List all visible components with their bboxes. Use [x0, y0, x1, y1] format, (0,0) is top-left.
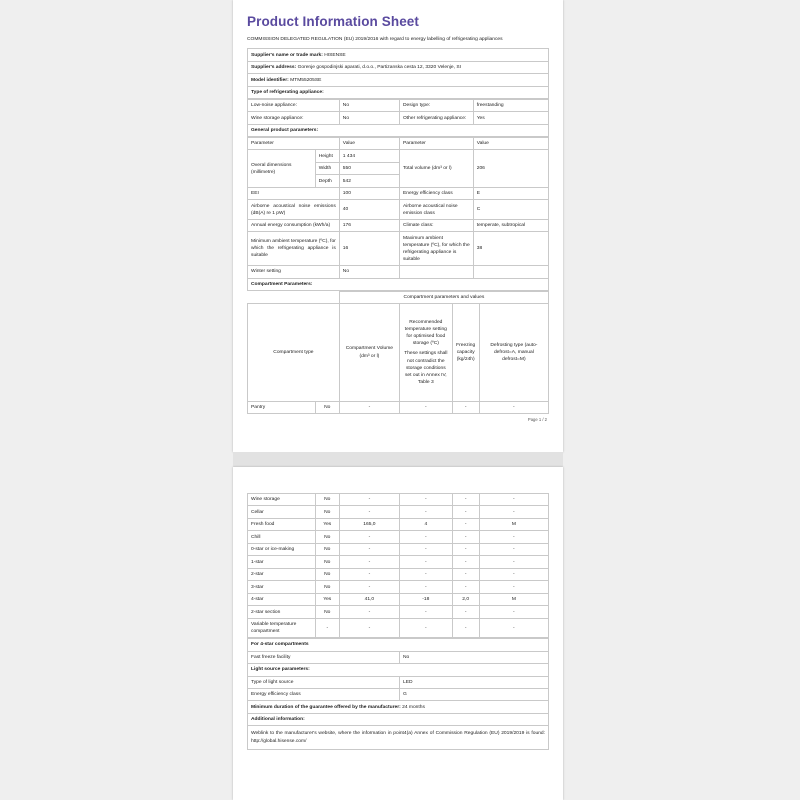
- col-header-compartment-volume: Compartment Volume (dm³ or l): [339, 304, 399, 401]
- compartment-row-temp: -: [399, 556, 452, 568]
- winter-setting-blank-1: [399, 266, 473, 278]
- compartment-row-present: Yes: [315, 593, 339, 605]
- eei-label: EEI: [248, 187, 340, 199]
- design-type-label: Design type:: [399, 99, 473, 111]
- compartment-row-defrost: M: [479, 593, 548, 605]
- col-header-defrosting-type: Defrosting type (auto-defrost=A, manual defrost=M): [479, 304, 548, 401]
- depth-label: Depth: [315, 175, 339, 187]
- compartment-row-volume: -: [339, 401, 399, 413]
- table-row: [248, 581, 549, 593]
- compartment-row-freezing: -: [452, 494, 479, 506]
- compartment-row-temp: -: [399, 506, 452, 518]
- table-row: [248, 291, 549, 303]
- guarantee-label: Minimum duration of the guarantee offered by the manufacturer:: [251, 704, 401, 710]
- table-row: [248, 74, 549, 86]
- supplier-name-label: Supplier's name or trade mark:: [251, 52, 323, 58]
- compartment-row-defrost: -: [479, 531, 548, 543]
- col-header-compartment-type: Compartment type: [248, 304, 340, 401]
- compartment-group-header: Compartment parameters and values: [339, 291, 548, 303]
- compartment-row-name: Fresh food: [248, 518, 316, 530]
- appliance-type-heading: Type of refrigerating appliance:: [248, 86, 549, 98]
- compartment-row-name: 0-star or ice-making: [248, 543, 316, 555]
- max-ambient-temp-label: Maximum ambient temperature (ºC), for which the refrigerating appliance is suitable: [399, 232, 473, 266]
- supplier-address-label: Supplier's address:: [251, 65, 297, 71]
- compartment-row-freezing: -: [452, 606, 479, 618]
- document-page-2: [233, 467, 563, 800]
- compartment-row-volume: -: [339, 494, 399, 506]
- compartment-row-volume: -: [339, 581, 399, 593]
- compartment-row-temp: -: [399, 568, 452, 580]
- overall-dimensions-label: Overal dimensions (millimetre): [248, 150, 316, 187]
- noise-emissions-value: 40: [339, 200, 399, 220]
- col-header-value: Value: [339, 137, 399, 149]
- col-header-freezing-capacity: Freezing capacity (kg/24h): [452, 304, 479, 401]
- compartment-row-temp: -: [399, 531, 452, 543]
- model-identifier-value: MTM55205SE: [290, 77, 322, 83]
- weblink-url[interactable]: http://global.hisense.com/: [251, 738, 307, 744]
- compartment-row-freezing: -: [452, 543, 479, 555]
- table-row: [248, 518, 549, 530]
- light-source-class-value: G: [400, 688, 549, 700]
- low-noise-value: No: [339, 99, 399, 111]
- col-header-value-2: Value: [473, 137, 548, 149]
- compartment-row-freezing: -: [452, 401, 479, 413]
- compartment-row-freezing: -: [452, 531, 479, 543]
- col-header-parameter: Parameter: [248, 137, 340, 149]
- compartment-row-name: Chill: [248, 531, 316, 543]
- col-header-parameter-2: Parameter: [399, 137, 473, 149]
- compartment-row-defrost: -: [479, 556, 548, 568]
- table-row: [248, 124, 549, 136]
- table-row: [248, 494, 549, 506]
- compartment-row-present: No: [315, 401, 339, 413]
- compartment-row-freezing: -: [452, 518, 479, 530]
- table-row: [248, 556, 549, 568]
- max-ambient-temp-value: 38: [473, 232, 548, 266]
- compartment-row-defrost: M: [479, 518, 548, 530]
- energy-efficiency-class-value: E: [473, 187, 548, 199]
- four-star-table: [247, 638, 549, 750]
- table-row: [248, 49, 549, 61]
- compartment-row-name: Cellar: [248, 506, 316, 518]
- table-row: [248, 593, 549, 605]
- table-row: [248, 187, 549, 199]
- compartment-row-present: No: [315, 494, 339, 506]
- table-row: [248, 531, 549, 543]
- fast-freeze-label: Fast freeze facility: [248, 651, 400, 663]
- wine-storage-appliance-label: Wine storage appliance:: [248, 112, 340, 124]
- table-row: [248, 278, 549, 290]
- compartment-row-present: No: [315, 568, 339, 580]
- page-separator-band: [233, 452, 563, 467]
- compartment-row-freezing: 2,0: [452, 593, 479, 605]
- width-value: 550: [339, 162, 399, 174]
- compartment-row-volume: 41,0: [339, 593, 399, 605]
- page-number-footer: Page 1 / 2: [527, 417, 547, 423]
- noise-emission-class-value: C: [473, 200, 548, 220]
- compartment-row-present: No: [315, 581, 339, 593]
- compartment-row-defrost: -: [479, 506, 548, 518]
- compartment-row-volume: -: [339, 543, 399, 555]
- other-refrigerating-label: Other refrigerating appliance:: [399, 112, 473, 124]
- light-source-type-value: LED: [400, 676, 549, 688]
- document-page-1: [233, 0, 563, 452]
- compartment-row-present: No: [315, 506, 339, 518]
- compartment-row-name: Pantry: [248, 401, 316, 413]
- table-row: [248, 543, 549, 555]
- noise-emissions-label: Airborne acoustical noise emissions (dB(A) re 1 pW): [248, 200, 340, 220]
- compartment-row-present: No: [315, 531, 339, 543]
- compartment-row-freezing: -: [452, 581, 479, 593]
- table-row: [248, 266, 549, 278]
- table-row: [248, 86, 549, 98]
- compartment-row-name: 4-star: [248, 593, 316, 605]
- guarantee-value: 24 months: [402, 704, 425, 710]
- compartment-row-defrost: -: [479, 618, 548, 638]
- model-identifier-label: Model identifier:: [251, 77, 289, 83]
- table-row: [248, 99, 549, 111]
- table-row: [248, 606, 549, 618]
- compartment-row-name: Wine storage: [248, 494, 316, 506]
- table-row: [248, 506, 549, 518]
- general-parameters-table: [247, 137, 549, 291]
- table-row: [248, 232, 549, 266]
- recommended-temp-part-2: These settings shall not contradict the storage conditions set out in Annex IV, Table 3: [404, 351, 448, 385]
- supplier-address-cell: [248, 61, 549, 73]
- compartment-header-blank: [248, 291, 340, 303]
- table-row: [248, 676, 549, 688]
- other-refrigerating-value: Yes: [473, 112, 548, 124]
- energy-efficiency-class-label: Energy efficiency class: [399, 187, 473, 199]
- compartment-row-freezing: -: [452, 556, 479, 568]
- compartment-parameters-heading: Compartment Parameters:: [248, 278, 549, 290]
- compartment-row-volume: -: [339, 506, 399, 518]
- page-title: Product Information Sheet: [247, 14, 420, 29]
- compartment-row-freezing: -: [452, 618, 479, 638]
- compartment-row-defrost: -: [479, 606, 548, 618]
- table-row: [248, 304, 549, 401]
- appliance-type-table: [247, 99, 549, 137]
- compartment-row-temp: -: [399, 606, 452, 618]
- table-row: [248, 200, 549, 220]
- light-source-heading: Light source parameters:: [248, 664, 549, 676]
- supplier-table: [247, 48, 549, 99]
- compartment-row-name: 1-star: [248, 556, 316, 568]
- weblink-cell: [248, 726, 549, 749]
- table-row: [248, 701, 549, 713]
- compartment-row-defrost: -: [479, 543, 548, 555]
- compartment-row-volume: -: [339, 606, 399, 618]
- eei-value: 100: [339, 187, 399, 199]
- table-row: [248, 664, 549, 676]
- winter-setting-label: Winter setting: [248, 266, 340, 278]
- compartment-row-temp: -: [399, 581, 452, 593]
- compartment-row-volume: -: [339, 531, 399, 543]
- compartment-row-freezing: -: [452, 568, 479, 580]
- compartment-header-table: [247, 291, 549, 414]
- compartment-row-name: 3-star: [248, 581, 316, 593]
- compartment-row-present: No: [315, 606, 339, 618]
- table-row: [248, 651, 549, 663]
- compartment-row-temp: -: [399, 401, 452, 413]
- climate-class-value: temperate, subtropical: [473, 219, 548, 231]
- supplier-address-value: Gorenje gospodinjski aparati, d.o.o., Partizanska cesta 12, 3320 Velenje, SI: [297, 65, 461, 71]
- compartment-row-volume: -: [339, 556, 399, 568]
- climate-class-label: Climate class:: [399, 219, 473, 231]
- compartment-row-temp: -: [399, 618, 452, 638]
- regulation-intro: COMMISSION DELEGATED REGULATION (EU) 2019/2016 with regard to energy labelling of refrigerating appliances: [247, 37, 503, 42]
- height-label: Height: [315, 150, 339, 162]
- annual-energy-value: 176: [339, 219, 399, 231]
- compartment-row-present: Yes: [315, 518, 339, 530]
- total-volume-label: Total volume (dm³ or l): [399, 150, 473, 187]
- table-row: [248, 713, 549, 725]
- table-row: [248, 568, 549, 580]
- compartment-row-volume: -: [339, 568, 399, 580]
- compartment-row-name: 2-star section: [248, 606, 316, 618]
- depth-value: 542: [339, 175, 399, 187]
- annual-energy-label: Annual energy consumption (kWh/a): [248, 219, 340, 231]
- height-value: 1 434: [339, 150, 399, 162]
- table-row: [248, 150, 549, 162]
- table-row: [248, 401, 549, 413]
- fast-freeze-value: No: [400, 651, 549, 663]
- compartment-row-volume: -: [339, 618, 399, 638]
- compartment-row-name: 2-star: [248, 568, 316, 580]
- low-noise-label: Low-noise appliance:: [248, 99, 340, 111]
- compartment-row-name: Variable temperature compartment: [248, 618, 316, 638]
- table-row: [248, 219, 549, 231]
- table-row: [248, 61, 549, 73]
- light-source-class-label: Energy efficiency class: [248, 688, 400, 700]
- guarantee-cell: [248, 701, 549, 713]
- design-type-value: freestanding: [473, 99, 548, 111]
- table-row: [248, 137, 549, 149]
- compartment-row-temp: -: [399, 494, 452, 506]
- compartment-row-freezing: -: [452, 506, 479, 518]
- compartment-row-temp: -: [399, 543, 452, 555]
- total-volume-value: 206: [473, 150, 548, 187]
- winter-setting-value: No: [339, 266, 399, 278]
- width-label: Width: [315, 162, 339, 174]
- wine-storage-appliance-value: No: [339, 112, 399, 124]
- supplier-name-value: HISENSE: [324, 52, 346, 58]
- supplier-name-cell: [248, 49, 549, 61]
- compartment-row-temp: -18: [399, 593, 452, 605]
- light-source-type-label: Type of light source: [248, 676, 400, 688]
- compartment-row-defrost: -: [479, 401, 548, 413]
- winter-setting-blank-2: [473, 266, 548, 278]
- table-row: [248, 112, 549, 124]
- table-row: [248, 688, 549, 700]
- table-row: [248, 726, 549, 749]
- general-parameters-heading: General product parameters:: [248, 124, 549, 136]
- table-row: [248, 618, 549, 638]
- additional-info-heading: Additional information:: [248, 713, 549, 725]
- compartment-row-present: No: [315, 543, 339, 555]
- compartment-row-volume: 165,0: [339, 518, 399, 530]
- compartment-rows-table: [247, 493, 549, 638]
- compartment-row-defrost: -: [479, 581, 548, 593]
- model-identifier-cell: [248, 74, 549, 86]
- col-header-recommended-temperature: [399, 304, 452, 401]
- compartment-row-defrost: -: [479, 494, 548, 506]
- min-ambient-temp-value: 16: [339, 232, 399, 266]
- recommended-temp-part-1: Recommended temperature setting for optimised food storage (ºC): [404, 320, 447, 347]
- weblink-description: Weblink to the manufacturer's website, where the information in point4(a) Annex of Commission Regulation (EU) 2019/2019 is found:: [251, 731, 545, 737]
- min-ambient-temp-label: Minimum ambient temperature (ºC), for which the refrigerating appliance is suitable: [248, 232, 340, 266]
- noise-emission-class-label: Airborne acoustical noise emission class: [399, 200, 473, 220]
- compartment-row-present: No: [315, 556, 339, 568]
- compartment-row-temp: 4: [399, 518, 452, 530]
- four-star-heading: For 4-star compartments: [248, 639, 549, 651]
- compartment-row-defrost: -: [479, 568, 548, 580]
- table-row: [248, 639, 549, 651]
- compartment-row-present: -: [315, 618, 339, 638]
